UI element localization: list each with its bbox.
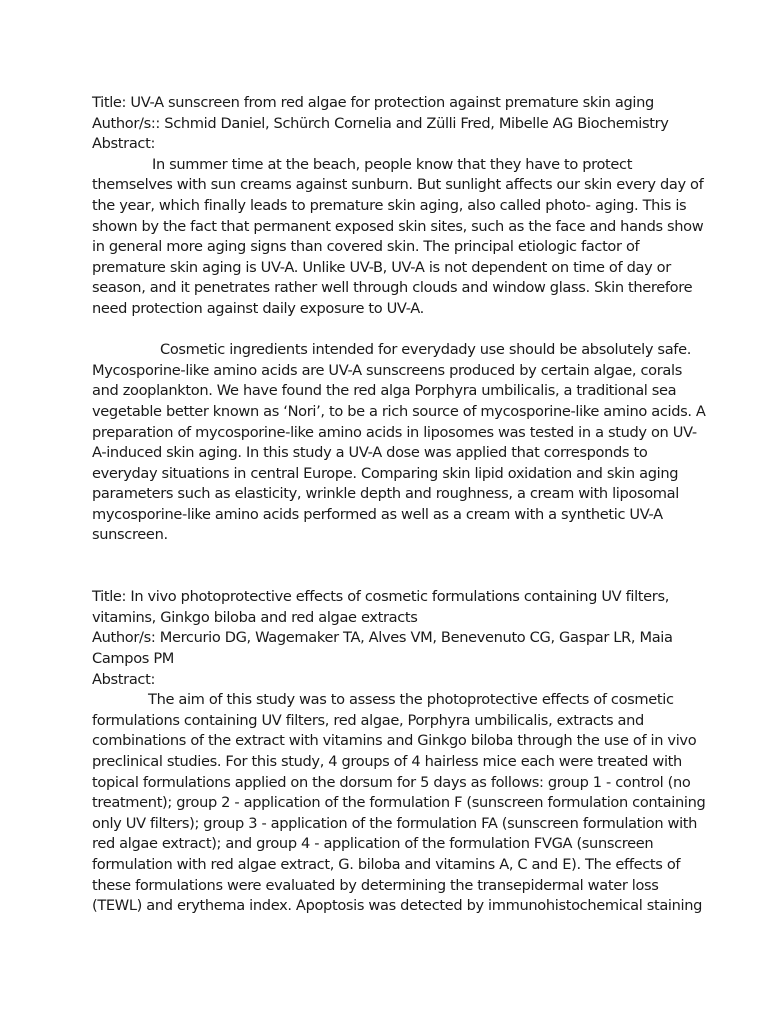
abstract-paragraph (92, 155, 704, 320)
article-title: Title: UV-A sunscreen from red algae for protection against premature skin aging (92, 94, 654, 111)
text-line: red algae extract); and group 4 - application of the formulation FVGA (sunscreen (92, 835, 654, 853)
text-line: sunscreen. (92, 526, 168, 544)
text-line: vegetable better known as ‘Nori’, to be a rich source of mycosporine-like amino acids. A (92, 402, 706, 420)
text-line: only UV filters); group 3 - application of the formulation FA (sunscreen formulation with (92, 814, 698, 832)
abstract-label: Abstract: (92, 135, 156, 153)
paragraph-spacer (92, 320, 692, 341)
text-line: preparation of mycosporine-like amino acids in liposomes was tested in a study on UV- (92, 423, 697, 441)
text-line: formulations containing UV filters, red algae, Porphyra umbilicalis, extracts and (92, 711, 644, 729)
text-line: the year, which finally leads to premature skin aging, also called photo- aging. This is (92, 196, 687, 214)
text-line: everyday situations in central Europe. Comparing skin lipid oxidation and skin aging (92, 464, 679, 482)
text-line: combinations of the extract with vitamins and Ginkgo biloba through the use of in vivo (92, 732, 697, 750)
text-line: in general more aging signs than covered skin. The principal etiologic factor of (92, 238, 640, 256)
text-line: parameters such as elasticity, wrinkle depth and roughness, a cream with liposomal (92, 485, 679, 503)
article-spacer (92, 546, 692, 587)
text-line: these formulations were evaluated by determining the transepidermal water loss (92, 876, 659, 894)
text-line: mycosporine-like amino acids performed as well as a cream with a synthetic UV-A (92, 505, 663, 523)
text-line: In summer time at the beach, people know that they have to protect (152, 155, 633, 173)
text-line: and zooplankton. We have found the red alga Porphyra umbilicalis, a traditional sea (92, 382, 677, 400)
text-line: season, and it penetrates rather well through clouds and window glass. Skin therefore (92, 279, 693, 297)
article-2 (92, 587, 706, 917)
text-line: Cosmetic ingredients intended for everydady use should be absolutely safe. (160, 341, 691, 359)
text-line: The aim of this study was to assess the photoprotective effects of cosmetic (148, 691, 674, 709)
article-title: vitamins, Ginkgo biloba and red algae extracts (92, 608, 418, 626)
article-title: Title: In vivo photoprotective effects of cosmetic formulations containing UV filters, (92, 588, 669, 606)
text-line: preclinical studies. For this study, 4 groups of 4 hairless mice each were treated with (92, 753, 682, 770)
document-page (92, 93, 706, 917)
article-1 (92, 93, 706, 546)
abstract-paragraph (92, 340, 706, 546)
article-authors: Author/s:: Schmid Daniel, Schürch Cornelia and Zülli Fred, Mibelle AG Biochemistry (92, 114, 669, 132)
abstract-label: Abstract: (92, 670, 156, 688)
text-line: topical formulations applied on the dorsum for 5 days as follows: group 1 - control (no (92, 773, 691, 791)
text-line: treatment); group 2 - application of the formulation F (sunscreen formulation containing (92, 794, 706, 812)
text-line: A-induced skin aging. In this study a UV-A dose was applied that corresponds to (92, 444, 648, 462)
abstract-paragraph (92, 690, 706, 917)
text-line: need protection against daily exposure to UV-A. (92, 299, 424, 317)
text-line: themselves with sun creams against sunburn. But sunlight affects our skin every day of (92, 176, 704, 194)
article-authors: Campos PM (92, 650, 175, 668)
text-line: (TEWL) and erythema index. Apoptosis was detected by immunohistochemical staining (92, 897, 703, 915)
text-line: Mycosporine-like amino acids are UV-A sunscreens produced by certain algae, corals (92, 361, 682, 379)
text-line: premature skin aging is UV-A. Unlike UV-B, UV-A is not dependent on time of day or (92, 258, 671, 276)
article-authors: Author/s: Mercurio DG, Wagemaker TA, Alves VM, Benevenuto CG, Gaspar LR, Maia (92, 629, 673, 647)
text-line: formulation with red algae extract, G. biloba and vitamins A, C and E). The effects of (92, 855, 681, 873)
text-line: shown by the fact that permanent exposed skin sites, such as the face and hands show (92, 217, 704, 235)
